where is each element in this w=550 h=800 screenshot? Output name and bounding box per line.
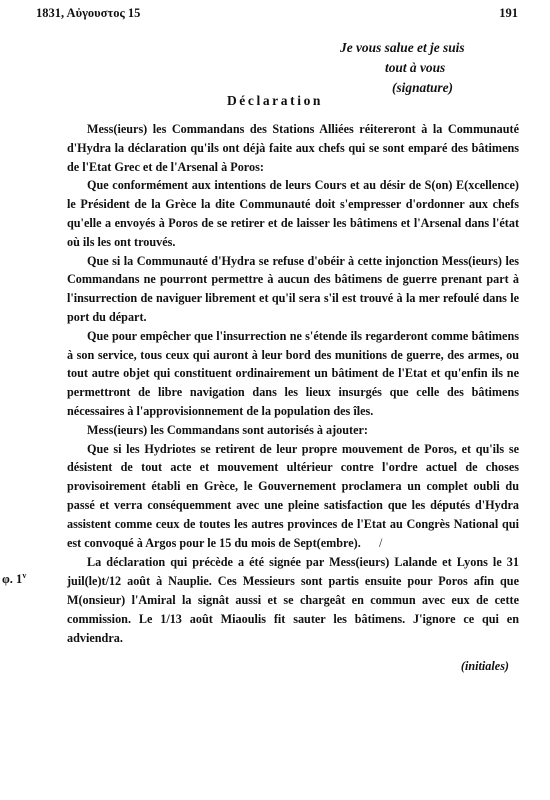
running-header xyxy=(36,6,518,24)
closing-formula xyxy=(330,38,515,98)
folio-marker xyxy=(2,571,26,587)
paragraph: Mess(ieurs) les Commandans des Stations Alliées réitereront à la Communauté d'Hydra la déclaration qu'ils ont déjà faite aux chefs qui se sont emparé des bâtimens de l'Etat Grec et de l'Arsenal à Poros: xyxy=(67,122,519,174)
initials-note: (initiales) xyxy=(460,659,509,674)
folio-break-mark: / xyxy=(379,535,383,550)
document-title: Déclaration xyxy=(226,93,324,108)
signature-note: (signature) xyxy=(392,80,454,95)
paragraph: Que pour empêcher que l'insurrection ne s'étende ils regarderont comme bâtimens à son service, tous ceux qui auront à leur bord des munitions de guerre, des armes, ou tout autre objet qui constituent ordinairement un bâtiment de l'Etat et qu'enfin ils ne permettront de libre navigation dans les lieux insurgés que celle des bâtimens nécessaires à l'approvisionnement de la population des îles. xyxy=(67,328,519,418)
header-date: 1831, Αὐγουστος 15 xyxy=(36,6,141,20)
page-number: 191 xyxy=(499,6,518,20)
folio-side: v xyxy=(22,571,27,580)
document-body xyxy=(67,120,519,676)
closing-line-2: tout à vous xyxy=(385,60,446,75)
paragraph: Que si la Communauté d'Hydra se refuse d'obéir à cette injonction Mess(ieurs) les Commandans ne pourront permettre à aucun des bâtimens de guerre prenant part à l'insurrection de naviguer librement et qu'il sera s'il est trouvé à la mer refoulé dans le port du départ. xyxy=(67,253,519,324)
paragraph xyxy=(67,440,519,553)
paragraph: Que conformément aux intentions de leurs Cours et au désir de S(on) E(xcellence) le Président de la Grèce la dite Communauté doit s'empresser d'ordonner aux chefs qu'elle a envoyés à Poros de se retirer et de laisser les bâtimens et l'Arsenal dans l'état où ils les ont trouvés. xyxy=(67,178,519,249)
folio-label: φ. 1 xyxy=(2,572,23,587)
closing-line-1: Je vous salue et je suis xyxy=(340,40,465,55)
final-paragraph: La déclaration qui précède a été signée par Mess(ieurs) Lalande et Lyons le 31 juil(le)t/12 août à Nauplie. Ces Messieurs sont partis ensuite pour Poros afin que M(onsieur) l'Amiral la signât aussi et se chargeât en commun avec eux de cette commission. Le 1/13 août Miaoulis fit sauter les bâtimens. J'ignore ce qui en adviendra. xyxy=(67,555,519,645)
paragraph: Mess(ieurs) les Commandans sont autorisés à ajouter: xyxy=(87,422,368,437)
paragraph-text: Que si les Hydriotes se retirent de leur propre mouvement de Poros, et qu'ils se désistent de tout acte et mouvement ultérieur contre l'ordre actuel de choses provisoirement établi en Grèce, le Gouvernement proclamera un complet oubli du passé et verra conséquemment avec une pleine satisfaction que les députés d'Hydra assistent comme ceux de toutes les autres provinces de l'Etat au Congrès National qui est convoqué à Argos pour le 15 du mois de Sept(embre). xyxy=(67,441,519,550)
